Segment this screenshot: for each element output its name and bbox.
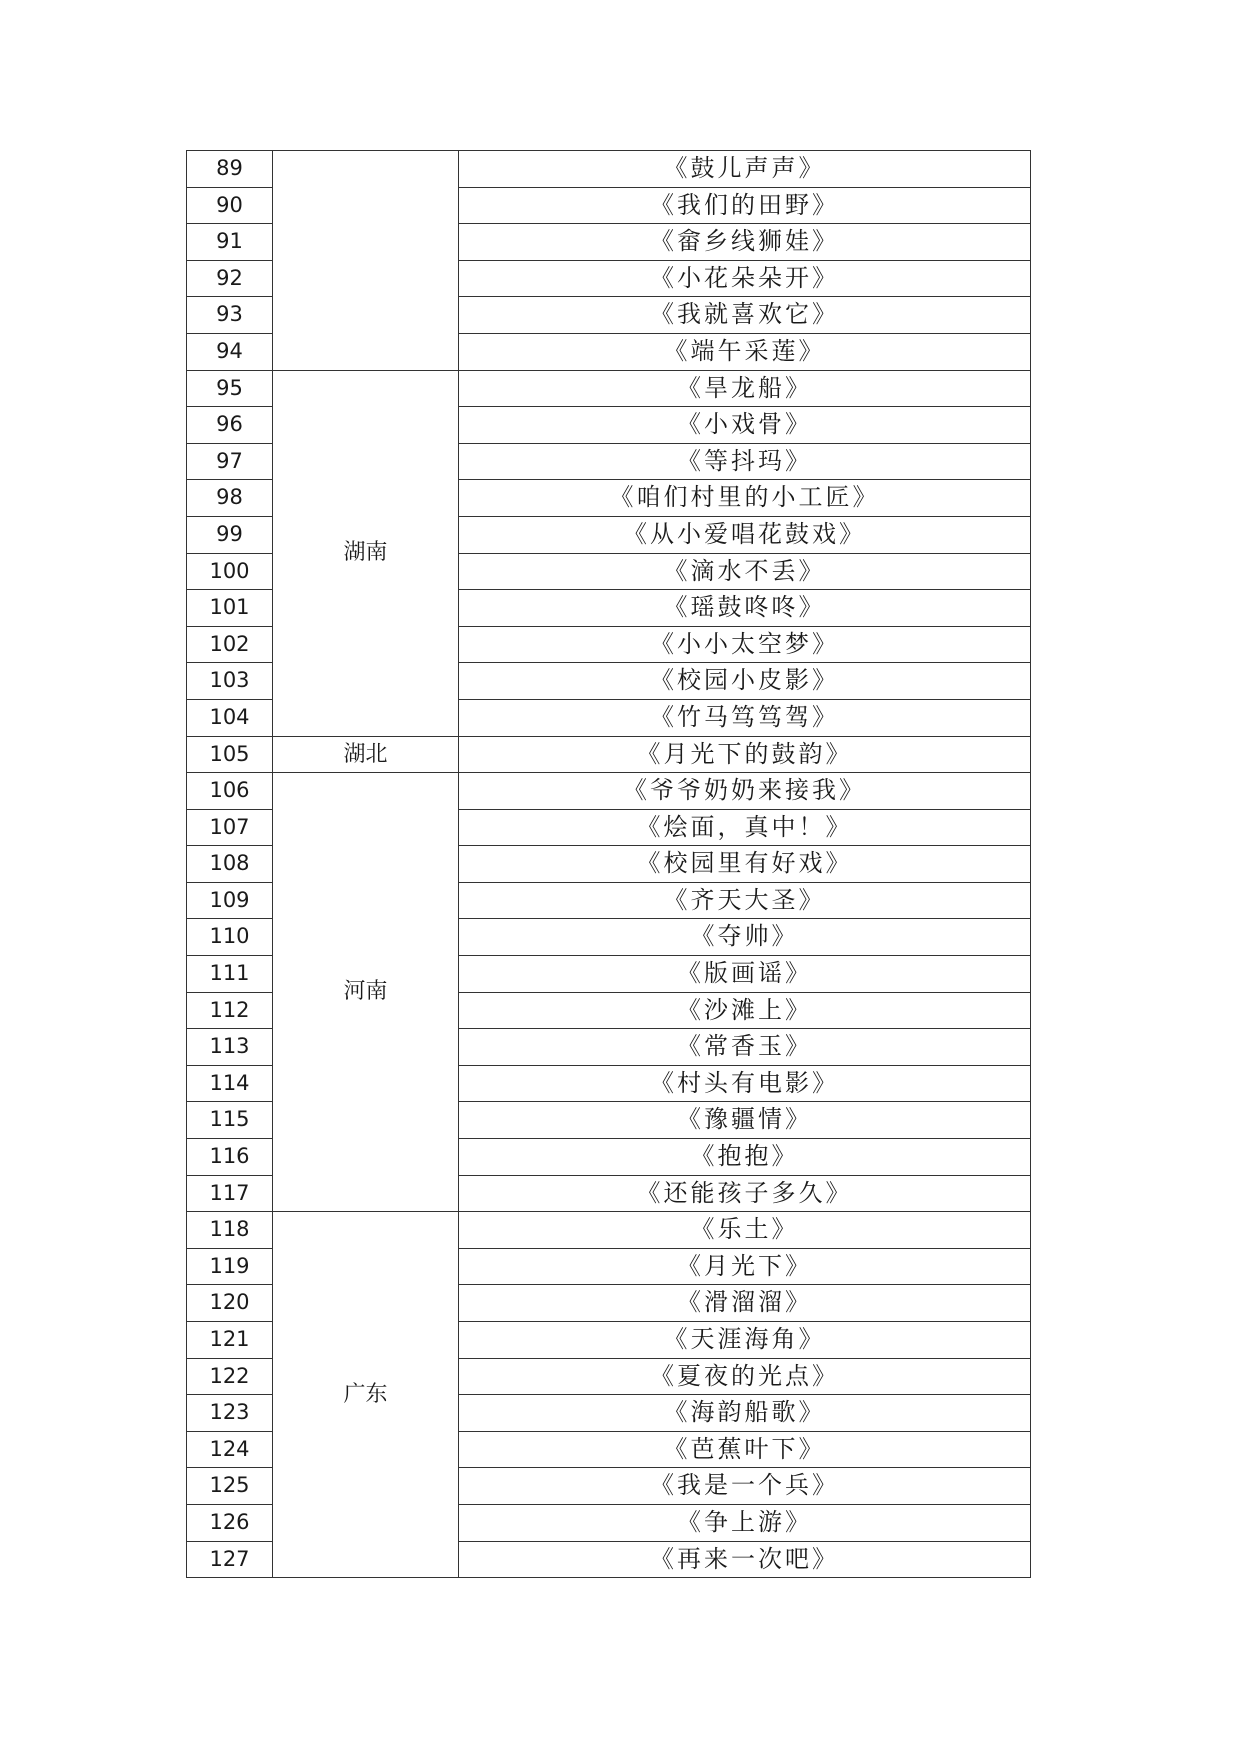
row-number-cell: 126 [187, 1504, 273, 1541]
program-title-cell: 《我就喜欢它》 [459, 297, 1031, 334]
row-number-cell: 92 [187, 260, 273, 297]
program-title-cell: 《芭蕉叶下》 [459, 1431, 1031, 1468]
table-row [187, 370, 1031, 407]
program-title-cell: 《夏夜的光点》 [459, 1358, 1031, 1395]
row-number-cell: 90 [187, 187, 273, 224]
program-title-cell: 《月光下的鼓韵》 [459, 736, 1031, 773]
province-cell: 河南 [273, 773, 459, 1212]
program-title-cell: 《小花朵朵开》 [459, 260, 1031, 297]
row-number-cell: 104 [187, 699, 273, 736]
row-number-cell: 123 [187, 1395, 273, 1432]
province-cell: 湖北 [273, 736, 459, 773]
row-number-cell: 106 [187, 773, 273, 810]
program-title-cell: 《海韵船歌》 [459, 1395, 1031, 1432]
program-title-cell: 《校园里有好戏》 [459, 846, 1031, 883]
table-row [187, 151, 1031, 188]
row-number-cell: 105 [187, 736, 273, 773]
row-number-cell: 122 [187, 1358, 273, 1395]
row-number-cell: 98 [187, 480, 273, 517]
program-title-cell: 《版画谣》 [459, 956, 1031, 993]
row-number-cell: 112 [187, 992, 273, 1029]
row-number-cell: 118 [187, 1212, 273, 1249]
program-title-cell: 《旱龙船》 [459, 370, 1031, 407]
row-number-cell: 101 [187, 590, 273, 627]
row-number-cell: 91 [187, 224, 273, 261]
program-title-cell: 《等抖玛》 [459, 443, 1031, 480]
program-title-cell: 《天涯海角》 [459, 1322, 1031, 1359]
row-number-cell: 89 [187, 151, 273, 188]
program-title-cell: 《沙滩上》 [459, 992, 1031, 1029]
program-title-cell: 《鼓儿声声》 [459, 151, 1031, 188]
row-number-cell: 119 [187, 1248, 273, 1285]
program-title-cell: 《抱抱》 [459, 1139, 1031, 1176]
province-cell [273, 151, 459, 371]
program-title-cell: 《月光下》 [459, 1248, 1031, 1285]
row-number-cell: 107 [187, 809, 273, 846]
program-title-cell: 《爷爷奶奶来接我》 [459, 773, 1031, 810]
row-number-cell: 127 [187, 1541, 273, 1578]
row-number-cell: 115 [187, 1102, 273, 1139]
row-number-cell: 117 [187, 1175, 273, 1212]
program-title-cell: 《竹马笃笃驾》 [459, 699, 1031, 736]
row-number-cell: 97 [187, 443, 273, 480]
province-cell: 湖南 [273, 370, 459, 736]
row-number-cell: 103 [187, 663, 273, 700]
table-row [187, 773, 1031, 810]
row-number-cell: 96 [187, 407, 273, 444]
program-title-cell: 《滑溜溜》 [459, 1285, 1031, 1322]
row-number-cell: 124 [187, 1431, 273, 1468]
program-title-cell: 《咱们村里的小工匠》 [459, 480, 1031, 517]
program-title-cell: 《村头有电影》 [459, 1065, 1031, 1102]
row-number-cell: 100 [187, 553, 273, 590]
program-title-cell: 《争上游》 [459, 1504, 1031, 1541]
row-number-cell: 120 [187, 1285, 273, 1322]
row-number-cell: 102 [187, 626, 273, 663]
row-number-cell: 94 [187, 333, 273, 370]
row-number-cell: 114 [187, 1065, 273, 1102]
row-number-cell: 109 [187, 882, 273, 919]
row-number-cell: 108 [187, 846, 273, 883]
table-row [187, 736, 1031, 773]
program-title-cell: 《瑶鼓咚咚》 [459, 590, 1031, 627]
table-row [187, 1212, 1031, 1249]
program-title-cell: 《豫疆情》 [459, 1102, 1031, 1139]
program-title-cell: 《我是一个兵》 [459, 1468, 1031, 1505]
program-title-cell: 《小戏骨》 [459, 407, 1031, 444]
program-title-cell: 《滴水不丢》 [459, 553, 1031, 590]
program-title-cell: 《小小太空梦》 [459, 626, 1031, 663]
program-title-cell: 《常香玉》 [459, 1029, 1031, 1066]
table-body [187, 151, 1031, 1578]
program-title-cell: 《校园小皮影》 [459, 663, 1031, 700]
row-number-cell: 111 [187, 956, 273, 993]
row-number-cell: 113 [187, 1029, 273, 1066]
province-cell: 广东 [273, 1212, 459, 1578]
program-title-cell: 《乐土》 [459, 1212, 1031, 1249]
program-list-table [186, 150, 1031, 1578]
program-title-cell: 《我们的田野》 [459, 187, 1031, 224]
program-title-cell: 《再来一次吧》 [459, 1541, 1031, 1578]
program-title-cell: 《齐天大圣》 [459, 882, 1031, 919]
row-number-cell: 110 [187, 919, 273, 956]
program-title-cell: 《畲乡线狮娃》 [459, 224, 1031, 261]
row-number-cell: 93 [187, 297, 273, 334]
program-title-cell: 《烩面，真中！》 [459, 809, 1031, 846]
program-title-cell: 《端午采莲》 [459, 333, 1031, 370]
row-number-cell: 121 [187, 1322, 273, 1359]
row-number-cell: 95 [187, 370, 273, 407]
program-title-cell: 《还能孩子多久》 [459, 1175, 1031, 1212]
program-title-cell: 《从小爱唱花鼓戏》 [459, 516, 1031, 553]
row-number-cell: 99 [187, 516, 273, 553]
row-number-cell: 116 [187, 1139, 273, 1176]
program-title-cell: 《夺帅》 [459, 919, 1031, 956]
row-number-cell: 125 [187, 1468, 273, 1505]
